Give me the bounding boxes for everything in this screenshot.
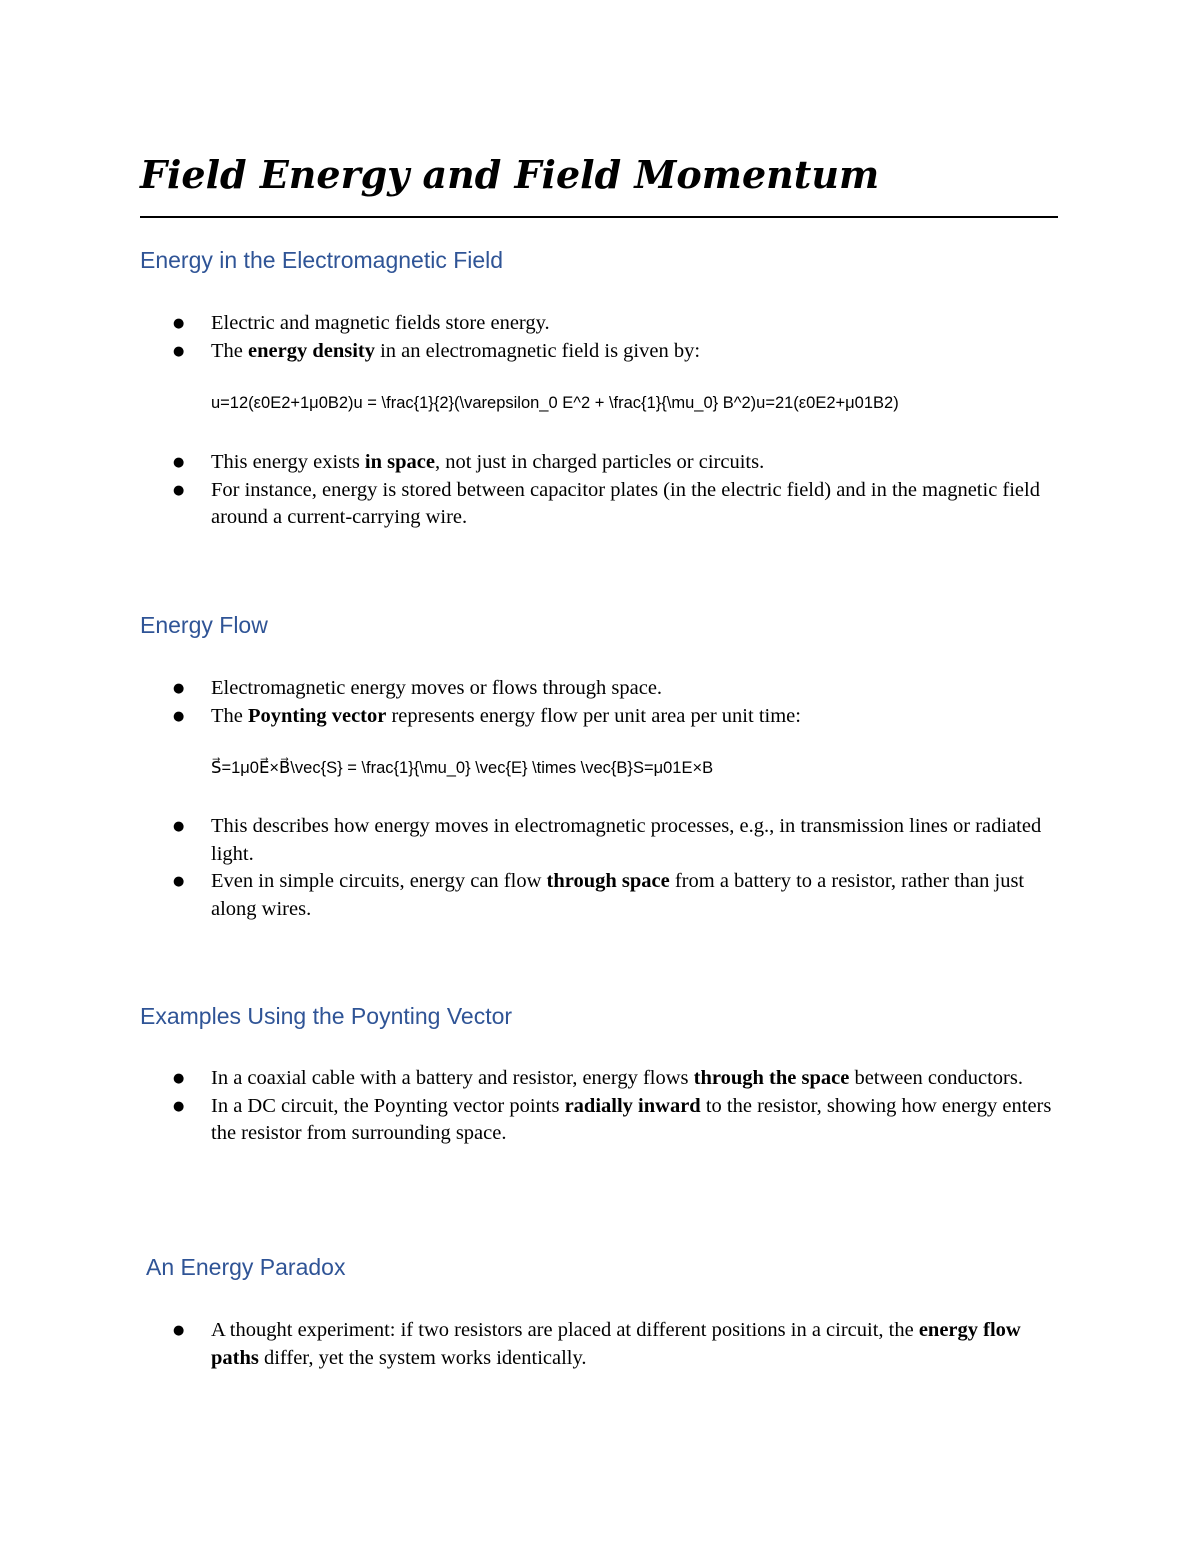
section-heading: Energy in the Electromagnetic Field: [140, 247, 504, 273]
bullet-icon: ●: [173, 819, 185, 834]
text-segment: In a coaxial cable with a battery and resistor, energy flows: [211, 1067, 694, 1089]
list-item: [140, 1093, 1060, 1148]
list-item: [140, 1065, 1060, 1093]
text-segment: Even in simple circuits, energy can flow: [211, 870, 547, 892]
document-title: Field Energy and Field Momentum: [140, 152, 880, 197]
bold-text: energy flow paths: [211, 1319, 1021, 1369]
bullet-list: [140, 1065, 1060, 1148]
equation: S⃗=1μ0E⃗×B⃗\vec{S} = \frac{1}{\mu_0} \vec{E} \times \vec{B}S=μ01E×B: [211, 759, 714, 777]
bullet-icon: ●: [173, 316, 185, 331]
list-item: [140, 477, 1060, 532]
text-segment: Electromagnetic energy moves or flows through space.: [211, 677, 663, 699]
bold-text: energy density: [248, 339, 375, 362]
bullet-icon: ●: [173, 1071, 185, 1086]
text-segment: to the resistor, showing how energy enters the resistor from surrounding space.: [211, 1094, 1052, 1144]
bullet-icon: ●: [173, 874, 185, 889]
list-item: [140, 675, 1060, 703]
text-segment: from a battery to a resistor, rather than just along wires.: [211, 870, 1025, 920]
list-item: [140, 449, 1060, 477]
bullet-list: [140, 310, 1060, 365]
equation: u=12(ε0E2+1μ0B2)u = \frac{1}{2}(\varepsilon_0 E^2 + \frac{1}{\mu_0} B^2)u=21(ε0E2+μ01B2): [211, 394, 899, 412]
bullet-list: [140, 675, 1060, 730]
title-underline: [140, 216, 1058, 218]
text-segment: In a DC circuit, the Poynting vector points: [211, 1094, 565, 1117]
text-segment: represents energy flow per unit area per unit time:: [386, 704, 801, 727]
list-item: [140, 868, 1060, 923]
text-segment: This energy exists: [211, 451, 365, 473]
bold-text: through the space: [693, 1067, 850, 1089]
bold-text: radially inward: [564, 1094, 701, 1117]
text-segment: differ, yet the system works identically.: [258, 1346, 587, 1369]
bullet-icon: ●: [173, 455, 185, 470]
text-segment: , not just in charged particles or circuits.: [434, 451, 765, 473]
text-segment: The: [211, 704, 248, 727]
bullet-icon: ●: [173, 482, 185, 498]
list-item: [140, 1317, 1060, 1372]
bullet-icon: ●: [173, 1323, 185, 1338]
bullet-icon: ●: [173, 1098, 185, 1114]
bullet-icon: ●: [173, 343, 185, 359]
bold-text: through space: [546, 870, 670, 892]
text-segment: between conductors.: [849, 1067, 1023, 1089]
text-segment: This describes how energy moves in electromagnetic processes, e.g., in transmission lines or radiated light.: [211, 815, 1042, 865]
bullet-list: [140, 1317, 1060, 1372]
text-segment: The: [211, 339, 248, 362]
text-segment: For instance, energy is stored between capacitor plates (in the electric field) and in the magnetic field around a current-carrying wire.: [211, 478, 1040, 528]
list-item: [140, 310, 1060, 338]
section-heading: An Energy Paradox: [146, 1254, 346, 1280]
bullet-list: [140, 813, 1060, 923]
bold-text: Poynting vector: [248, 704, 387, 727]
bullet-icon: ●: [173, 681, 185, 696]
section-heading: Examples Using the Poynting Vector: [140, 1003, 513, 1029]
list-item: [140, 703, 1060, 731]
bullet-icon: ●: [173, 708, 185, 724]
text-segment: in an electromagnetic field is given by:: [374, 339, 701, 362]
bold-text: in space: [364, 451, 435, 473]
text-segment: Electric and magnetic fields store energy.: [211, 312, 550, 334]
text-segment: A thought experiment: if two resistors are placed at different positions in a circuit, the: [211, 1319, 919, 1341]
bullet-list: [140, 449, 1060, 532]
list-item: [140, 338, 1060, 366]
list-item: [140, 813, 1060, 868]
section-heading: Energy Flow: [140, 612, 268, 638]
